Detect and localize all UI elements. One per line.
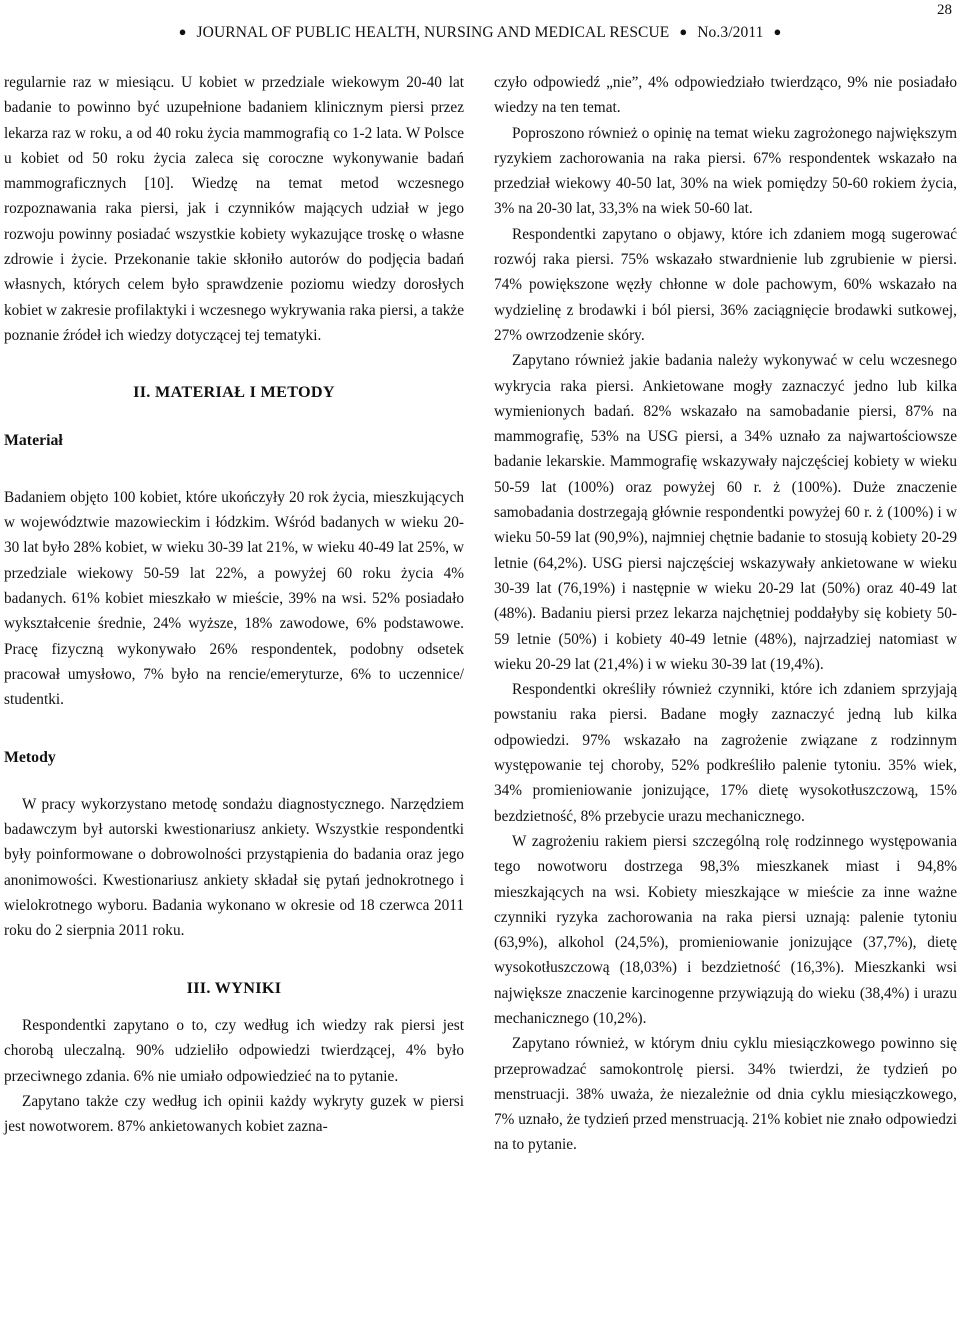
journal-title: JOURNAL OF PUBLIC HEALTH, NURSING AND MEDICAL RESCUE	[196, 24, 670, 41]
subheading-methods: Metody	[4, 748, 56, 766]
left-column	[4, 70, 464, 1139]
results-paragraph-continued: czyło odpowiedź „nie”, 4% odpowiedziało twierdząco, 9% nie posiadało wiedzy na ten temat.	[494, 74, 957, 117]
intro-paragraph: regularnie raz w miesiącu. U kobiet w przedziale wiekowym 20-40 lat badanie to powinno być uzupełnione badaniem klinicznym piersi przez lekarza raz w roku, a od 40 roku życia mammografią co 1-2 lata. W Polsce u kobiet od 50 roku życia zaleca się coroczne wykonywanie badań mammograficznych [10]. Wiedzę na temat metod wczesnego rozpoznawania raka piersi, jak i czynników mających udział w jego rozwoju powinny posiadać wszystkie kobiety wykazujące troskę o własne zdrowie i życie. Przekonanie takie skłoniło autorów do podjęcia badań własnych, których celem było sprawdzenie poziomu wiedzy dorosłych kobiet w zakresie profilaktyki i wczesnego wykrywania raka piersi, a także poznanie źródeł ich wiedzy dotyczącej tej tematyki.	[4, 74, 464, 344]
material-paragraph: Badaniem objęto 100 kobiet, które ukończyły 20 rok życia, mieszkujących w województwie mazowieckim i łódzkim. Wśród badanych w wieku 20-30 lat było 28% kobiet, w wieku 30-39 lat 21%, w wieku 40-49 lat 25%, w przedziale wiekowy 50-59 lat 22%, a powyżej 60 roku życia 4% badanych. 61% kobiet mieszkało w mieście, 39% na wsi. 52% posiadało wykształcenie średnie, 24% wyższe, 18% zawodowe, 6% podstawowe. Pracę fizyczną wykonywało 26% respondentek, podobny odsetek pracował umysłowo, 7% było na rencie/emeryturze, 6% to uczennice/ studentki.	[4, 488, 464, 709]
bullet-icon: ●	[178, 24, 187, 39]
results-paragraph-2: Zapytano także czy według ich opinii każdy wykryty guzek w piersi jest nowotworem. 87% ankietowanych kobiet zazna-	[4, 1092, 464, 1136]
bullet-icon: ●	[679, 24, 688, 39]
symptoms-paragraph: Respondentki zapytano o objawy, które ich zdaniem mogą sugerować rozwój raka piersi. 75% wskazało stwardnienie lub zgrubienie w piersi. 74% powiększone węzły chłonne w dole pachowym, 60% wskazało na wydzielinę z brodawki i ból piersi, 36% zaciągnięcie brodawki sutkowej, 27% owrzodzenie skóry.	[494, 225, 957, 344]
page-number: 28	[937, 2, 952, 18]
bullet-icon: ●	[773, 24, 782, 39]
right-column	[494, 70, 957, 1158]
age-risk-paragraph: Poproszono również o opinię na temat wieku zagrożonego największym ryzykiem zachorowania na raka piersi. 67% respondentek wskazało na przedział wiekowy 40-50 lat, 30% na wiek pomiędzy 50-60 rokiem życia, 3% na 20-30 lat, 33,3% na wiek 50-60 lat.	[494, 124, 957, 218]
family-history-paragraph: W zagrożeniu rakiem piersi szczególną rolę rodzinnego występowania tego nowotworu dostrzega 98,3% mieszkanek miast i 94,8% mieszkających na wsi. Kobiety mieszkające w mieście za inne ważne czynniki ryzyka zachorowania na raka piersi uznają: palenie tytoniu (63,9%), alkohol (24,5%), promieniowanie jonizujące (37,7%), dietę wysokotłuszczową (18,03%) i bezdzietność (16,3%). Mieszkanki wsi największe znaczenie karcinogenne przywiązują do wieku (38,4%) i urazu mechanicznego (10,2%).	[494, 832, 957, 1027]
section-heading-materials-methods: II. MATERIAŁ I METODY	[133, 383, 335, 402]
results-paragraph-1: Respondentki zapytano o to, czy według ich wiedzy rak piersi jest chorobą uleczalną. 90% udzieliło odpowiedzi twierdzącej, 4% było przeciwnego zdania. 6% nie umiało odpowiedzieć na to pytanie.	[4, 1016, 464, 1085]
self-exam-paragraph: Zapytano również, w którym dniu cyklu miesiączkowego powinno się przeprowadzać samokontrolę piersi. 34% twierdzi, że tydzień po menstruacji. 38% uważa, że niezależnie od dnia cyklu miesiączkowego, 7% uznało, że tydzień przed menstruacją. 21% kobiet nie znało odpowiedzi na to pytanie.	[494, 1035, 957, 1154]
methods-paragraph: W pracy wykorzystano metodę sondażu diagnostycznego. Narzędziem badawczym był autorski kwestionariusz ankiety. Wszystkie respondentki były poinformowane o dobrowolności przystąpienia do badania oraz jego anonimowości. Kwestionariusz ankiety składał się pytań jednokrotnego i wielokrotnego wyboru. Badania wykonano w okresie od 18 czerwca 2011 roku do 2 sierpnia 2011 roku.	[4, 795, 464, 940]
screening-paragraph: Zapytano również jakie badania należy wykonywać w celu wczesnego wykrycia raka piersi. Ankietowane mogły zaznaczyć jedno lub kilka wymienionych badań. 82% wskazało na samobadanie piersi, 87% na mammografię, 53% na USG piersi, a 34% uznało za najwartościowsze badanie lekarskie. Mammografię wskazywały najczęściej kobiety w wieku 50-59 lat (100%) oraz powyżej 60 r. ż (100%). Duże znaczenie samobadania dostrzegają głównie respondentki powyżej 60 r. ż (100%) i w wieku 50-59 lat (90,9%), najmniej chętnie badanie to stosują kobiety 20-29 letnie (64,2%). USG piersi najczęściej wskazywały ankietowane w wieku 30-39 lat (76,19%) i następnie w wieku 20-29 lat (50%) oraz 40-49 lat (48%). Badaniu piersi przez lekarza najchętniej poddałyby się kobiety 50-59 letnie (50%) i kobiety 40-49 letnie (48%), najrzadziej natomiast w wieku 20-29 lat (21,4%) i w wieku 30-39 lat (19,4%).	[494, 352, 957, 673]
journal-header	[0, 24, 960, 42]
subheading-material: Materiał	[4, 431, 63, 449]
section-heading-results: III. WYNIKI	[186, 978, 282, 997]
journal-issue: No.3/2011	[697, 24, 764, 41]
risk-factors-paragraph: Respondentki określiły również czynniki, które ich zdaniem sprzyjają powstaniu raka piersi. Badane mogły zaznaczyć jedną lub kilka odpowiedzi. 97% wskazało na zagrożenie związane z rodzinnym występowanie tej choroby, 52% podkreśliło palenie tytoniu. 35% wiek, 34% promieniowanie jonizujące, 17% dietę wysokotłuszczową, 15% bezdzietność, 8% przebycie urazu mechanicznego.	[494, 681, 957, 825]
